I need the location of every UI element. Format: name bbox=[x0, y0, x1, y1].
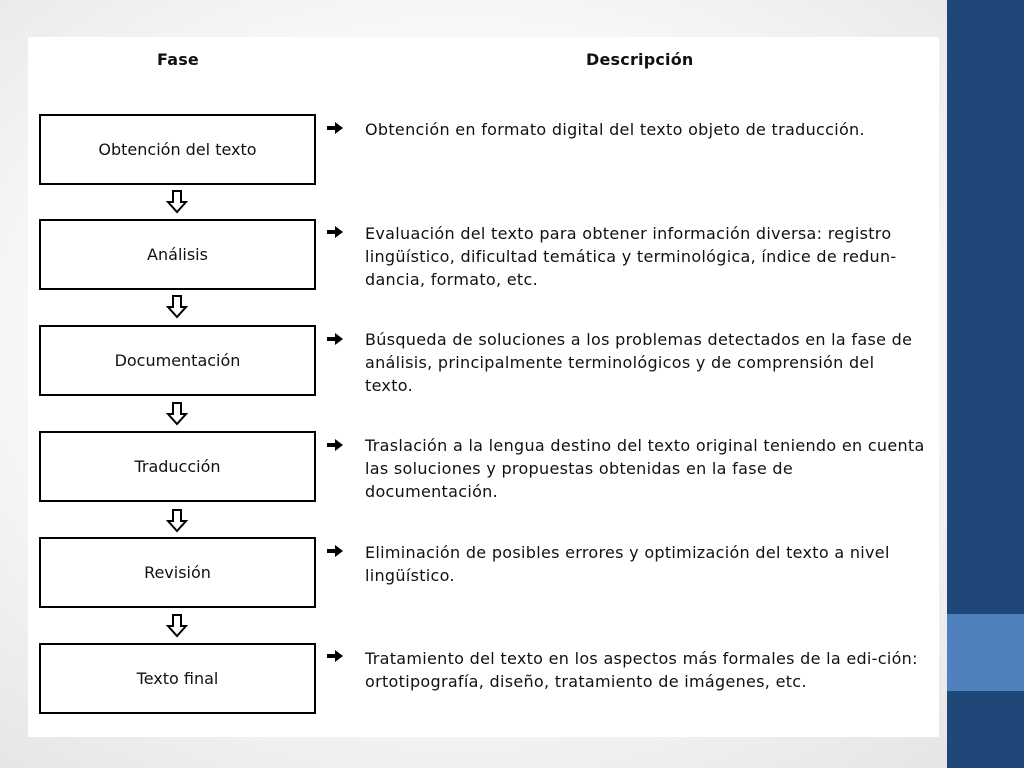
right-arrow-icon bbox=[326, 121, 344, 135]
phase-description-analisis: Evaluación del texto para obtener información diversa: registro lingüístico, dificultad temática y terminológica, índice de redun-dancia, formato, etc. bbox=[365, 224, 897, 289]
phase-box-documentacion: Documentación bbox=[39, 325, 316, 396]
right-arrow-icon bbox=[326, 649, 344, 663]
right-arrow-icon bbox=[326, 438, 344, 452]
phase-description-obtencion: Obtención en formato digital del texto objeto de traducción. bbox=[365, 120, 865, 139]
phase-box-revision: Revisión bbox=[39, 537, 316, 608]
side-accent-block bbox=[947, 614, 1024, 691]
down-arrow-icon bbox=[166, 190, 188, 214]
down-arrow-icon bbox=[166, 509, 188, 533]
phase-box-obtencion: Obtención del texto bbox=[39, 114, 316, 185]
column-header-fase: Fase bbox=[157, 50, 199, 69]
down-arrow-icon bbox=[166, 295, 188, 319]
phase-description-documentacion: Búsqueda de soluciones a los problemas detectados en la fase de análisis, principalmente terminológicos y de comprensión del texto. bbox=[365, 330, 913, 395]
phase-description-revision: Eliminación de posibles errores y optimización del texto a nivel lingüístico. bbox=[365, 543, 890, 585]
right-arrow-icon bbox=[326, 544, 344, 558]
phase-description-texto-final: Tratamiento del texto en los aspectos más formales de la edi-ción: ortotipografía, diseño, tratamiento de imágenes, etc. bbox=[365, 649, 918, 691]
diagram-panel bbox=[28, 37, 939, 737]
right-arrow-icon bbox=[326, 332, 344, 346]
right-arrow-icon bbox=[326, 225, 344, 239]
phase-box-texto-final: Texto final bbox=[39, 643, 316, 714]
phase-box-analisis: Análisis bbox=[39, 219, 316, 290]
down-arrow-icon bbox=[166, 402, 188, 426]
phase-box-traduccion: Traducción bbox=[39, 431, 316, 502]
phase-description-traduccion: Traslación a la lengua destino del texto original teniendo en cuenta las soluciones y propuestas obtenidas en la fase de documentación. bbox=[365, 436, 925, 501]
column-header-descripcion: Descripción bbox=[586, 50, 694, 69]
down-arrow-icon bbox=[166, 614, 188, 638]
